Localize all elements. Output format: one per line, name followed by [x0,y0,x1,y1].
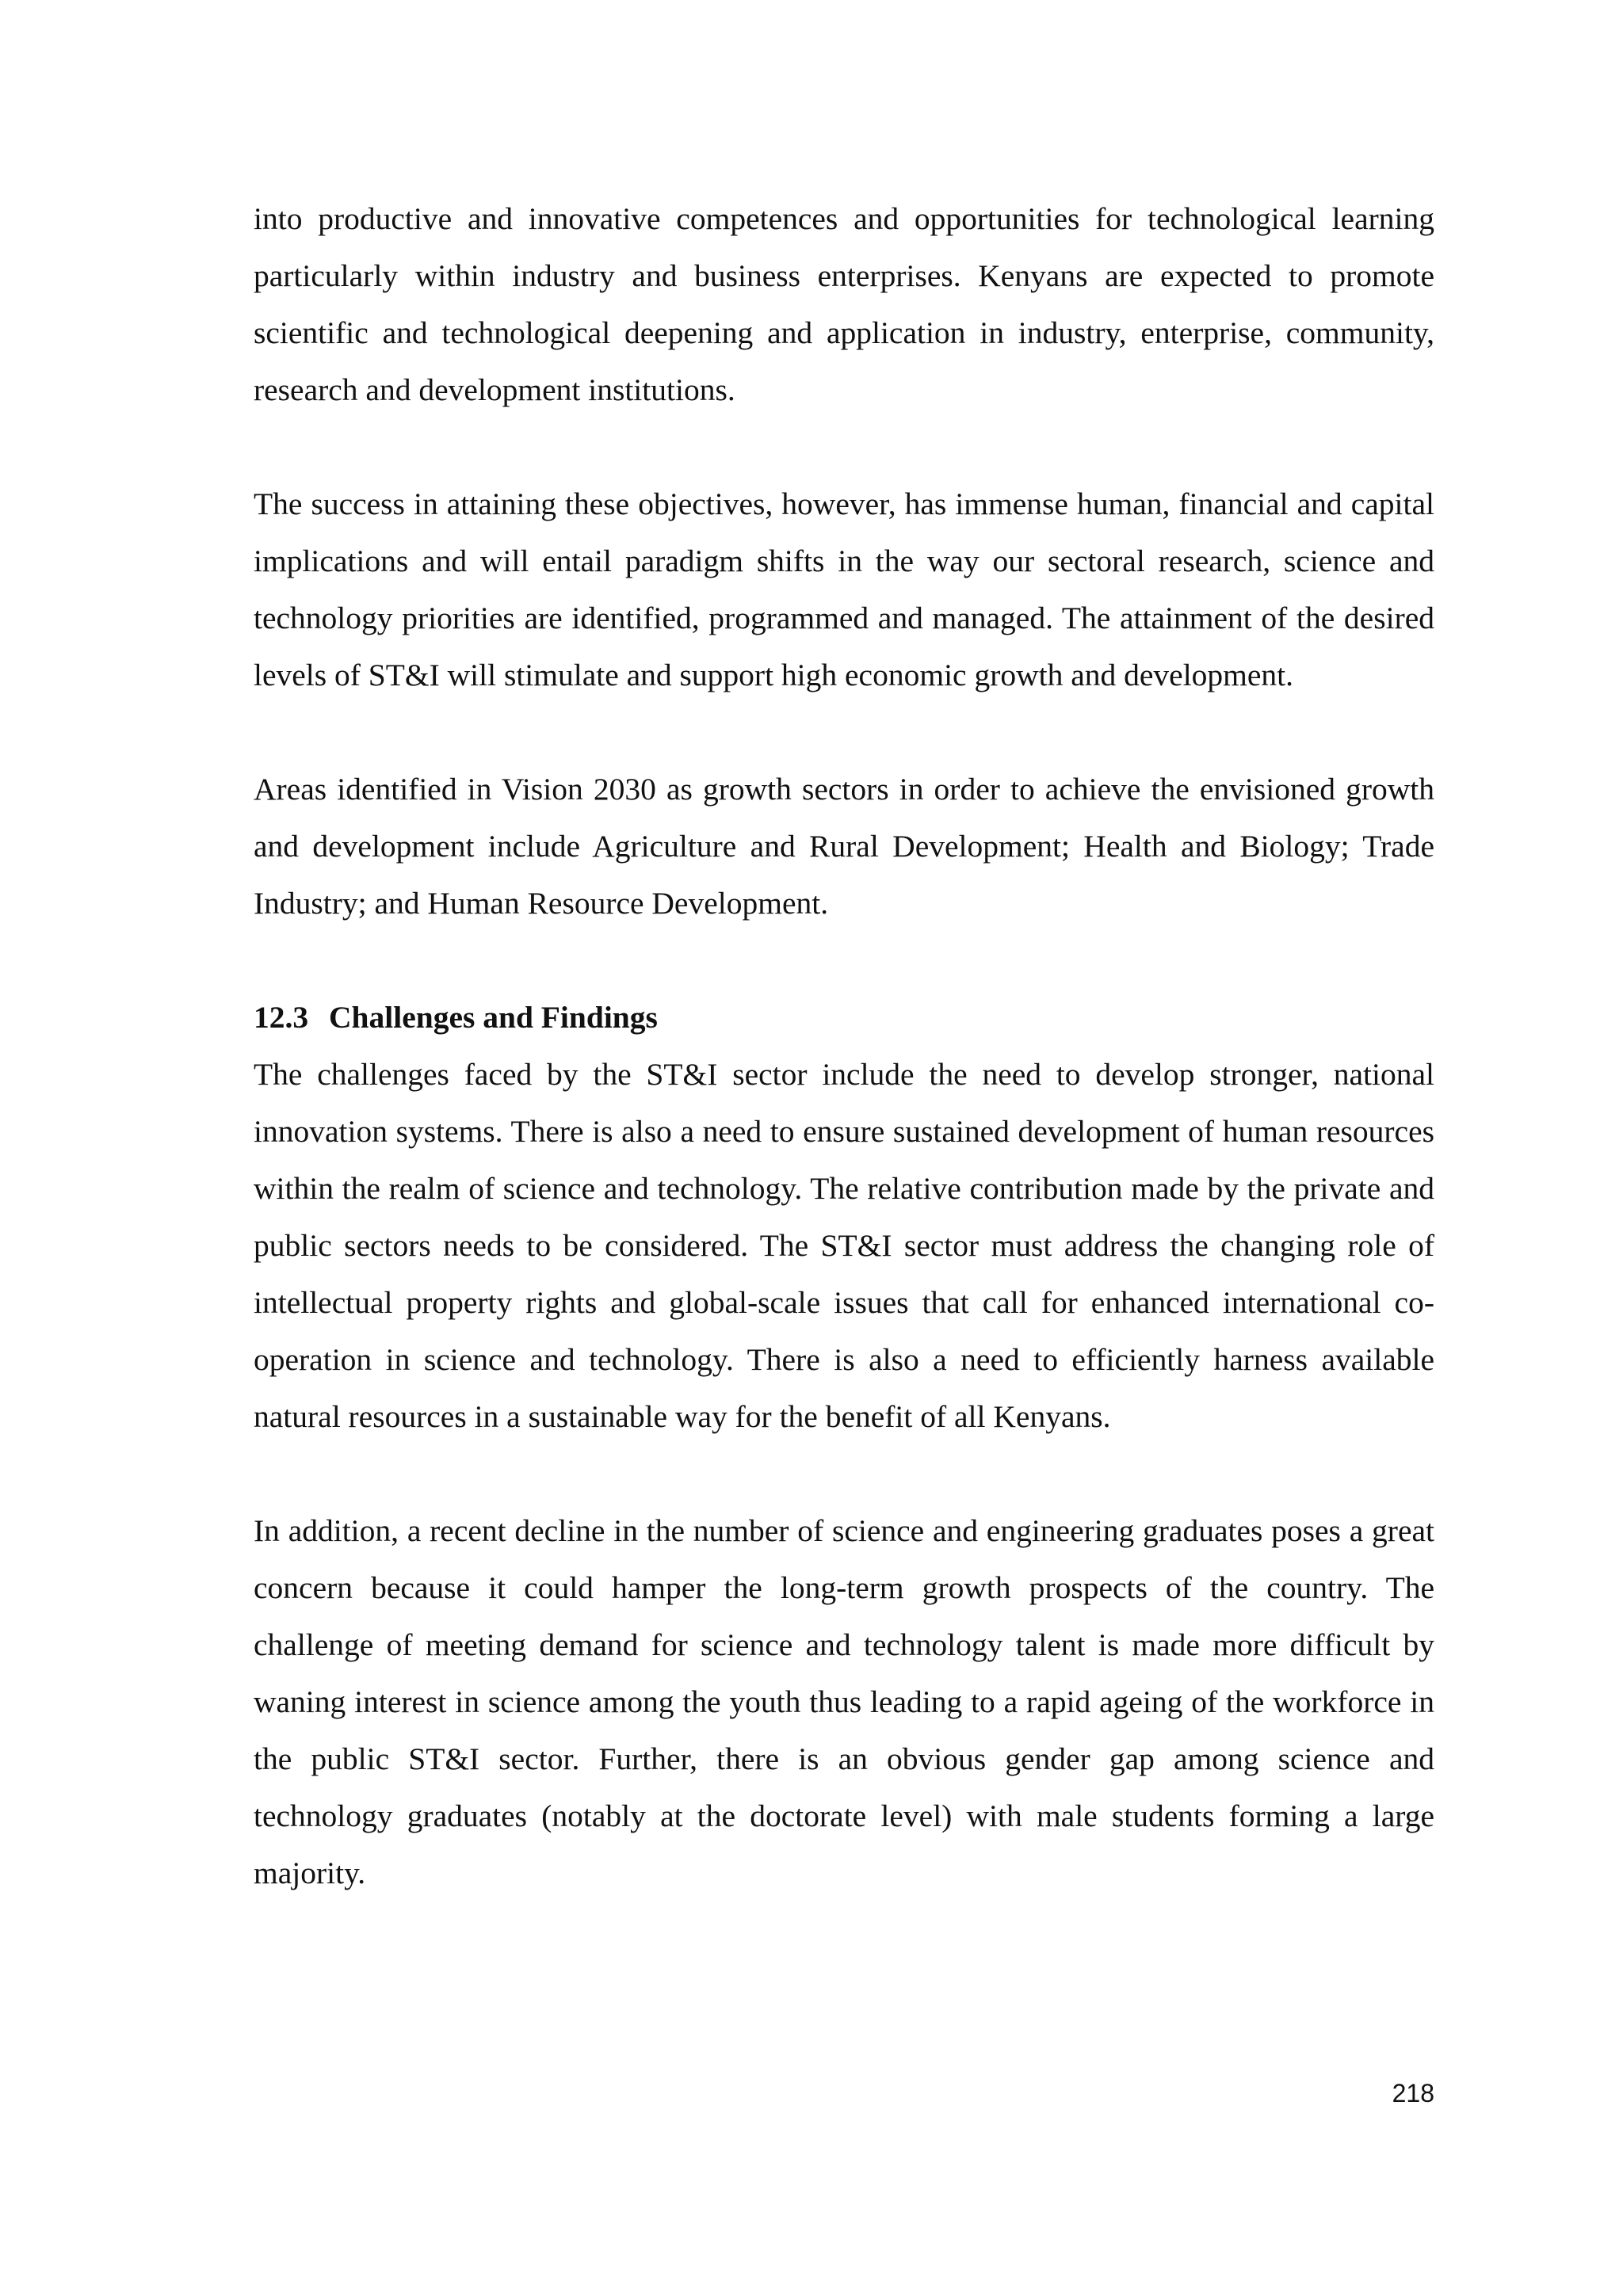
document-page [254,190,1434,1901]
paragraph-growth-sectors: Areas identified in Vision 2030 as growth sectors in order to achieve the envisioned growth and development include Agriculture and Rural Development; Health and Biology; Trade Industry; and Human Resource Development. [254,772,1434,921]
paragraph-success-objectives: The success in attaining these objectives, however, has immense human, financial and capital implications and will entail paradigm shifts in the way our sectoral research, science and technology priorities are identified, programmed and managed. The attainment of the desired levels of ST&I will stimulate and support high economic growth and development. [254,486,1434,692]
paragraph-challenges: The challenges faced by the ST&I sector include the need to develop stronger, national innovation systems. There is also a need to ensure sustained development of human resources within the realm of science and technology. The relative contribution made by the private and public sectors needs to be considered. The ST&I sector must address the changing role of intellectual property rights and global-scale issues that call for enhanced international co-operation in science and technology. There is also a need to efficiently harness available natural resources in a sustainable way for the benefit of all Kenyans. [254,1057,1434,1434]
section-number: 12.3 [254,1000,309,1035]
paragraph-continued: into productive and innovative competences and opportunities for technological learning particularly within industry and business enterprises. Kenyans are expected to promote scientific and technological deepening and application in industry, enterprise, community, research and development institutions. [254,201,1434,407]
paragraph-graduates-decline: In addition, a recent decline in the number of science and engineering graduates poses a great concern because it could hamper the long-term growth prospects of the country. The challenge of meeting demand for science and technology talent is made more difficult by waning interest in science among the youth thus leading to a rapid ageing of the workforce in the public ST&I sector. Further, there is an obvious gender gap among science and technology graduates (notably at the doctorate level) with male students forming a large majority. [254,1513,1434,1890]
section-heading [254,989,1434,1046]
page-number: 218 [1392,2079,1434,2107]
section-title: Challenges and Findings [329,1000,658,1035]
